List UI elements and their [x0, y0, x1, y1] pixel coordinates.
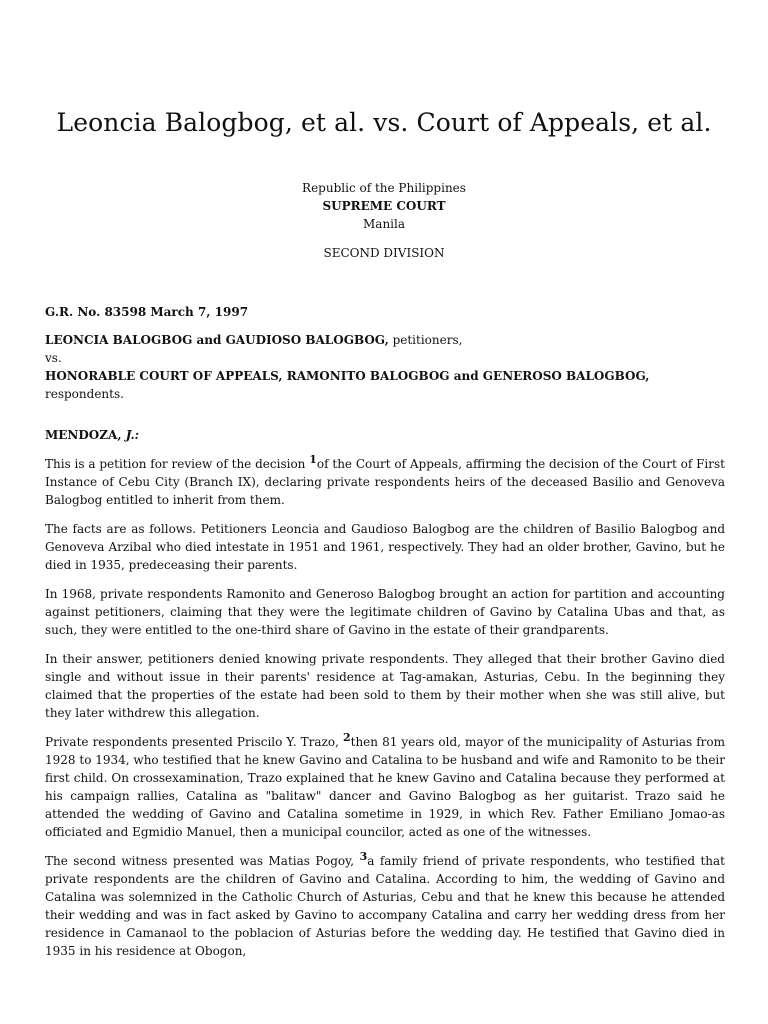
paragraph-3: In 1968, private respondents Ramonito and Generoso Balogbog brought an action for partition and accounting against petitioners, claiming that they were the legitimate children of Gavino by Catalina Ubas and that, as such, they were entitled to the one-third share of Gavino in the estate of their grandparents. [45, 587, 725, 637]
ponente-name: MENDOZA, [45, 428, 122, 442]
paragraph-1-text-b: of the Court of Appeals, affirming the decision of the Court of First Instance of Cebu City (Branch IX), declaring private respondents heirs of the deceased Basilio and Genoveva Balogbog entitled to inherit from them. [45, 457, 725, 507]
paragraph-1-text-a: This is a petition for review of the decision [45, 457, 310, 471]
paragraph-6-text-a: The second witness presented was Matias Pogoy, [45, 854, 360, 868]
court-header [0, 179, 768, 233]
ponente-title: J.: [121, 428, 140, 442]
court-city: Manila [363, 217, 405, 231]
paragraph-1 [45, 455, 725, 509]
case-title: Leoncia Balogbog, et al. vs. Court of Appeals, et al. [56, 108, 712, 137]
case-number: G.R. No. 83598 March 7, 1997 [45, 305, 249, 319]
respondents-role: respondents. [45, 387, 124, 401]
petitioners-role: petitioners, [388, 333, 463, 347]
paragraph-2: The facts are as follows. Petitioners Leoncia and Gaudioso Balogbog are the children of Basilio Balogbog and Genoveva Arzibal who died intestate in 1951 and 1961, respectively. They had an older brother, Gavino, but he died in 1935, predeceasing their parents. [45, 522, 725, 572]
petitioners-line [45, 331, 725, 349]
case-parties [45, 331, 725, 403]
ponente [45, 426, 725, 444]
republic-line: Republic of the Philippines [302, 181, 466, 195]
respondents-line [45, 367, 725, 403]
footnote-3-link[interactable]: 3 [359, 850, 368, 863]
court-name: SUPREME COURT [322, 199, 446, 213]
petitioners-names: LEONCIA BALOGBOG and GAUDIOSO BALOGBOG, [45, 333, 389, 347]
footnote-2-link[interactable]: 2 [342, 731, 351, 744]
paragraph-5 [45, 733, 725, 841]
paragraph-5-text-b: then 81 years old, mayor of the municipality of Asturias from 1928 to 1934, who testified that he knew Gavino and Catalina to be husband and wife and Ramonito to be their first child. On crossexamination, Trazo explained that he knew Gavino and Catalina because they performed at his campaign rallies, Catalina as "balitaw" dancer and Gavino Balogbog as her guitarist. Trazo said he attended the wedding of Gavino and Catalina sometime in 1929, in which Rev. Father Emiliano Jomao-as officiated and Egmidio Manuel, then a municipal councilor, acted as one of the witnesses. [45, 735, 725, 839]
paragraph-5-text-a: Private respondents presented Priscilo Y. Trazo, [45, 735, 343, 749]
division-line: SECOND DIVISION [323, 246, 445, 260]
paragraph-6-text-b: a family friend of private respondents, who testified that private respondents are the children of Gavino and Catalina. According to him, the wedding of Gavino and Catalina was solemnized in the Catholic Church of Asturias, Cebu and that he knew this because he attended their wedding and was in fact asked by Gavino to accompany Catalina and carry her wedding dress from her residence in Camanaol to the poblacion of Asturias before the wedding day. He testified that Gavino died in 1935 in his residence at Obogon, [45, 854, 726, 958]
footnote-1-link[interactable]: 1 [309, 453, 317, 466]
versus-line: vs. [45, 351, 62, 365]
paragraph-4: In their answer, petitioners denied knowing private respondents. They alleged that their brother Gavino died single and without issue in their parents' residence at Tag-amakan, Asturias, Cebu. In the beginning they claimed that the properties of the estate had been sold to them by their mother when she was still alive, but they later withdrew this allegation. [45, 652, 725, 720]
paragraph-6 [45, 852, 725, 960]
respondents-names: HONORABLE COURT OF APPEALS, RAMONITO BALOGBOG and GENEROSO BALOGBOG, [45, 369, 650, 383]
